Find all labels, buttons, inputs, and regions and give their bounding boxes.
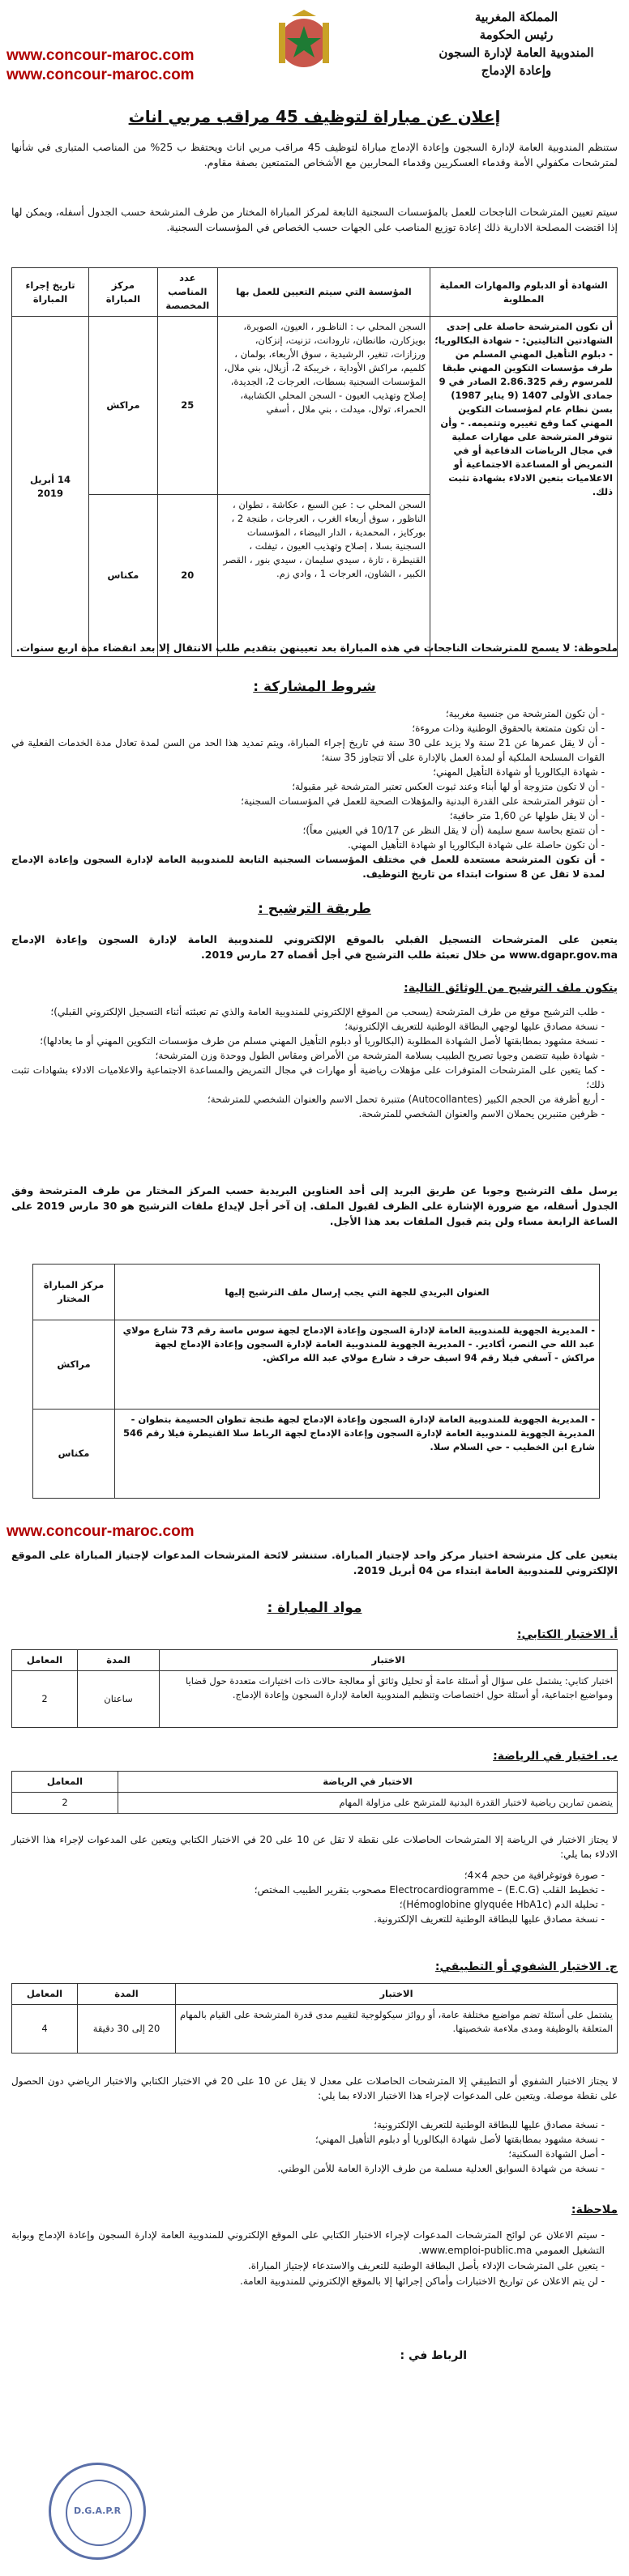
conditions-list: [11, 706, 618, 881]
col-header-test: الاختبار: [160, 1650, 618, 1671]
notes-list: [11, 2228, 618, 2289]
list-item: - أن لا تكون متزوجة أو لها أبناء وعند ثبوت العكس تعتبر المترشحة غير مقبولة؛: [11, 779, 605, 794]
list-item: - أن تكون حاصلة على شهادة البكالوريا او شهادة التأهيل المهني.: [11, 838, 605, 852]
list-item: - تخطيط القلب Electrocardiogramme – (E.C.G) مصحوب بتقرير الطبيب المختص؛: [11, 1883, 605, 1897]
duration-cell: 20 إلى 30 دقيقة: [78, 2005, 176, 2054]
watermark-middle: www.concour-maroc.com: [6, 1523, 195, 1540]
sport-items-list: [11, 1868, 618, 1926]
address-cell: - المديرية الجهوية للمندوبية العامة لإدارة السجون وإعادة الإدماج لجهة سوس ماسة رقم 73 شارع مولاي عبد الله حي النصر، أكادير. - المديرية الجهوية للمندوبية العامة لإدارة السجون وإعادة الإدماج لجهة مراكش - آسفي فيلا رقم 94 اسيف حرف د شارع مولاي عبد الله مراكش.: [115, 1320, 600, 1410]
list-item: - نسخة مصادق عليها للبطاقة الوطنية للتعريف الإلكترونية.: [11, 1912, 605, 1926]
center-choice-note: يتعين على كل مترشحة اختيار مركز واحد لإجتياز المباراة. ستنشر لائحة المترشحات المدعوات لإجتياز المباراة على الموقع الإلكتروني للمندوبية العامة ابتداء من 04 أبريل 2019.: [11, 1549, 618, 1576]
coefficient-cell: 2: [12, 1793, 118, 1814]
address-cell: - المديرية الجهوية للمندوبية العامة لإدارة السجون وإعادة الإدماج لجهة طنجة تطوان الحسيمة بتطوان - المديرية الجهوية للمندوبية العامة لإدارة السجون وإعادة الإدماج لجهة الرباط سلا القنيطرة فيلا رقم 546 شارع ابن الخطيب - حي السلام سلا.: [115, 1410, 600, 1499]
intro-paragraph: ستنظم المندوبية العامة لإدارة السجون وإعادة الإدماج مباراة لتوظيف 45 مراقب مربي اناث ويحتفظ ب 25% من المناصب المتبارى في شأنها لمترشحات مكفولي الأمة وقدماء العسكريين وقدماء المحاربين مع الأشخاص المتمتعين بصفة مقاوم.: [11, 141, 618, 168]
col-header-address: العنوان البريدي للجهة التي يجب إرسال ملف الترشيح إليها: [115, 1265, 600, 1320]
send-note: يرسل ملف الترشيح وجوبا عن طريق البريد إلى أحد العناوين البريدية حسب المركز المختار من طرف المترشحة وفق الجدول أسفله، مع ضرورة الإشارة على الظرف لقبول الملف. إن آخر أجل لإيداع ملفات الترشيح هو 30 مارس 2019 على الساعة الرابعة مساء ولن يتم قبول الملفات بعد هذا الأجل.: [11, 1184, 618, 1227]
exam-date-cell: 14 أبريل 2019: [12, 317, 89, 657]
list-item: - تحليلة الدم (Hémoglobine glyquée HbA1c)؛: [11, 1897, 605, 1912]
institution-cell: السجن المحلي ب : الناظـور ، العيون، الصويرة، بويزكارن، طانطان، تارودانت، تزنيت، إنزكان، ورزازات، تنغير، الرشيدية ، سوق الأربعاء، بولمان ، كلميم، مراكش الأوداية ، خريبكة 2، أزيلال، بني ملال، المؤسسات السجنية بسطات، العرجات 2، الجديدة، إصلاح وتهذيب العيون - السجن المحلي الكشابية، الحمراء، تولال، ميدلت ، بني ملال ، أسفي: [217, 317, 430, 495]
table-row: [33, 1320, 600, 1410]
requirements-cell: أن تكون المترشحة حاصلة على إحدى الشهادتين التاليتين: - شهادة البكالوريا؛ - دبلوم التأهيل المهني المسلم من طرف مؤسسات التكوين المهني طبقا للمرسوم رقم 2.86.325 الصادر في 9 جمادى الأولى 1407 (9 يناير 1987) بسن نظام عام لمؤسسات التكوين المهني كما وقع تغييره وتتميمه. - وأن تتوفر المترشحة على مهارات عملية في مجال الرياضات الدفاعية أو في التمريض أو المساعدة الاجتماعية أو الاعلاميات بتعين الادلاء بشهادة تثبت ذلك.: [430, 317, 618, 657]
candidacy-title: طريقة الترشيح :: [258, 901, 371, 917]
col-header-institutions: المؤسسة التي سيتم التعيين للعمل بها: [217, 268, 430, 317]
center-cell: مكناس: [89, 495, 158, 657]
col-header-duration: المدة: [78, 1650, 160, 1671]
watermark-top-1: www.concour-maroc.com: [6, 47, 195, 64]
col-header-seats: عدد المناصب المخصصة: [157, 268, 217, 317]
center-cell: مراكش: [33, 1320, 115, 1410]
positions-table: [11, 267, 618, 657]
header-line-delegation: المندوبية العامة لإدارة السجون: [439, 45, 594, 60]
duration-cell: ساعتان: [78, 1671, 160, 1728]
official-stamp: [49, 2463, 146, 2560]
intro-paragraph-2: سيتم تعيين المترشحات الناجحات للعمل بالمؤسسات السجنية التابعة لمركز المباراة المختار من طرف المترشحة حسب الجدول أسفله، ويمكن لها إذا اقتضت المصلحة الادارية ذلك إعادة توزيع المناصب على الجهات حسب الخصاص في المؤسسات السجنية.: [11, 206, 618, 233]
institution-cell: السجن المحلي ب : عين السبع ، عكاشة ، تطوان ، الناظور ، سوق أربعاء الغرب ، العرجات ، طنجة 2 ، بوركايز ، المحمدية ، الدار البيضاء ، المؤسسات السجنية بسلا ، إصلاح وتهذيب العيون ، تيفلت ، القنيطرة ، تازة ، سيدي سليمان ، سيدي بنور ، القصر الكبير ، الشاون، العرجات 1 ، وادي زم.: [217, 495, 430, 657]
list-item: - أن لا يقل طولها عن 1,60 متر حافية؛: [11, 808, 605, 823]
list-item: - أن تتوفر المترشحة على القدرة البدنية والمؤهلات الصحية للعمل في المؤسسات السجنية؛: [11, 794, 605, 808]
table-row: [12, 317, 618, 495]
list-item: - نسخة مصادق عليها للبطاقة الوطنية للتعريف الإلكترونية؛: [11, 2118, 605, 2132]
institution-header: [415, 8, 618, 79]
oral-note: لا يجتاز الاختبار الشفوي أو التطبيقي إلا المترشحات الحاصلات على معدل لا يقل عن 10 على 20 في الاختبار الكتابي والاختبار الرياضي دون الحصول على نقطة موصلة. ويتعين على المدعوات لإجراء هذا الاختبار الادلاء بما يلي:: [11, 2075, 618, 2101]
col-header-coefficient: المعامل: [12, 1772, 118, 1793]
sport-test-table: [11, 1771, 618, 1814]
royal-emblem-icon: [267, 6, 340, 79]
header-line-government: رئيس الحكومة: [479, 28, 554, 42]
coefficient-cell: 2: [12, 1671, 78, 1728]
list-item: - كما يتعين على المترشحات المتوفرات على مؤهلات رياضية أو مهارات في مجال التمريض والمساعدة الاجتماعية والاعلاميات الادلاء بشهادات تثبت ذلك؛: [11, 1063, 605, 1092]
written-test-table: [11, 1649, 618, 1728]
table-row: [12, 1793, 618, 1814]
sport-description-cell: يتضمن تمارين رياضية لاختبار القدرة البدنية للمترشح على مزاولة المهام: [118, 1793, 618, 1814]
seats-cell: 25: [157, 317, 217, 495]
written-test-title: أ. الاختبار الكتابي:: [516, 1628, 618, 1641]
col-header-test: الاختبار: [176, 1984, 618, 2005]
list-item: - لن يتم الاعلان عن تواريخ الاختبارات وأماكن إجرائها إلا بالموقع الإلكتروني للمندوبية العامة.: [11, 2274, 605, 2289]
table-row: [12, 1671, 618, 1728]
notes-title: ملاحظة:: [571, 2203, 618, 2216]
list-item: - سيتم الاعلان عن لوائح المترشحات المدعوات لإجراء الاختبار الكتابي على الموقع الإلكتروني للمندوبية العامة لإدارة السجون وإعادة الإدماج وبوابة التشغيل العمومي www.emploi-public.ma.: [11, 2228, 605, 2258]
oral-test-title: ج. الاختبار الشفوي أو التطبيقي:: [434, 1960, 618, 1973]
test-description-cell: اختبار كتابي: يشتمل على سؤال أو أسئلة عامة أو تحليل وثائق أو معالجة حالات ذات اختيارات متعددة حول قضايا ومواضيع اجتماعية، أو أسئلة حول اختصاصات وتنظيم المندوبية العامة لإدارة السجون وإعادة الإدماج.: [160, 1671, 618, 1728]
candidacy-intro: يتعين على المترشحات التسجيل القبلي بالموقع الإلكتروني للمندوبية العامة لإدارة السجون وإعادة الإدماج www.dgapr.gov.ma من خلال تعبئة طلب الترشيح في أجل أقصاه 27 مارس 2019.: [11, 933, 618, 961]
table-row: [33, 1410, 600, 1499]
list-item: - نسخة مصادق عليها لوجهي البطاقة الوطنية للتعريف الإلكترونية؛: [11, 1019, 605, 1034]
watermark-top-2: www.concour-maroc.com: [6, 66, 195, 83]
file-title: يتكون ملف الترشيح من الوثائق التالية:: [404, 982, 618, 995]
list-item: - نسخة مشهود بمطابقتها لأصل الشهادة المطلوبة (البكالوريا أو دبلوم التأهيل المهني مسلم من طرف مؤسسات التكوين المهني أو ما يعادلها)؛: [11, 1034, 605, 1048]
stamp-text: D.G.A.P.R: [73, 2506, 122, 2516]
list-item: - نسخة من شهادة السوابق العدلية مسلمة من طرف الإدارة العامة للأمن الوطني.: [11, 2161, 605, 2176]
transfer-note: ملحوظة: لا يسمح للمترشحات الناجحات في هذه المباراة بعد تعيينهن بتقديم طلب الانتقال إلا بعد انقضاء مدة اربع سنوات.: [15, 642, 618, 654]
col-header-center: مركز المباراة المختار: [33, 1265, 115, 1320]
col-header-sport: الاختبار في الرياضة: [118, 1772, 618, 1793]
header-line-kingdom: المملكة المغربية: [474, 10, 558, 24]
place-date: الرباط في :: [400, 2349, 467, 2362]
center-cell: مكناس: [33, 1410, 115, 1499]
file-items-list: [11, 1004, 618, 1121]
page-title: إعلان عن مباراة لتوظيف 45 مراقب مربي اناث: [128, 107, 501, 126]
oral-description-cell: يشتمل على أسئلة تضم مواضيع مختلفة عامة، أو روائز سيكولوجية لتقييم مدى قدرة المترشحة على القيام بالمهام المتعلقة بالوظيفة ومدى ملاءمة شخصيتها.: [176, 2005, 618, 2054]
header-line-reinsertion: وإعادة الإدماج: [481, 63, 552, 78]
address-table: [32, 1264, 600, 1499]
seats-cell: 20: [157, 495, 217, 657]
sport-test-title: ب. اختبار في الرياضة:: [493, 1750, 618, 1763]
subjects-title: مواد المباراة :: [267, 1600, 362, 1616]
col-header-requirements: الشهادة أو الدبلوم والمهارات العملية المطلوبة: [430, 268, 618, 317]
col-header-date: تاريخ إجراء المباراة: [12, 268, 89, 317]
list-item: - أصل الشهادة السكنية؛: [11, 2147, 605, 2161]
center-cell: مراكش: [89, 317, 158, 495]
list-item: - شهادة طبية تتضمن وجوبا تصريح الطبيب بسلامة المترشحة من الأمراض ومقاس الطول ووحدة وزن المترشحة؛: [11, 1048, 605, 1063]
sport-note: لا يجتاز الاختبار في الرياضة إلا المترشحات الحاصلات على نقطة لا تقل عن 10 على 20 في الاختبار الكتابي ويتعين على المدعوات لإجراء هذا الاختبار الادلاء بما يلي:: [11, 1834, 618, 1860]
list-item: - يتعين على المترشحات الإدلاء بأصل البطاقة الوطنية للتعريف والاستدعاء لإجتياز المباراة.: [11, 2258, 605, 2274]
oral-items-list: [11, 2118, 618, 2176]
list-item: - أن تكون المترشحة مستعدة للعمل في مختلف المؤسسات السجنية التابعة للمندوبية العامة لإدارة السجون وإعادة الإدماج لمدة لا تقل عن 8 سنوات ابتداء من تاريخ التوظيف.: [11, 852, 605, 881]
col-header-duration: المدة: [78, 1984, 176, 2005]
list-item: - أن تتمتع بحاسة سمع سليمة (أن لا يقل النظر عن 10/17 في العينين معاً)؛: [11, 823, 605, 838]
list-item: - أن تكون متمتعة بالحقوق الوطنية وذات مروءة؛: [11, 721, 605, 736]
list-item: - طلب الترشيح موقع من طرف المترشحة (يسحب من الموقع الإلكتروني للمندوبية العامة والذي تم تعبئته أثناء التسجيل الإلكتروني القبلي)؛: [11, 1004, 605, 1019]
col-header-center: مركز المباراة: [89, 268, 158, 317]
list-item: - أربع أظرفة من الحجم الكبير (Autocollantes) متنبرة تحمل الاسم والعنوان الشخصي للمترشحة؛: [11, 1092, 605, 1107]
col-header-coefficient: المعامل: [12, 1650, 78, 1671]
table-row: [12, 2005, 618, 2054]
list-item: - شهادة البكالوريا أو شهادة التأهيل المهني؛: [11, 765, 605, 779]
list-item: - نسخة مشهود بمطابقتها لأصل شهادة البكالوريا أو دبلوم التأهيل المهني؛: [11, 2132, 605, 2147]
list-item: - صورة فوتوغرافية من حجم 4×4؛: [11, 1868, 605, 1883]
list-item: - ظرفين متنبرين يحملان الاسم والعنوان الشخصي للمترشحة.: [11, 1107, 605, 1121]
list-item: - أن تكون المترشحة من جنسية مغربية؛: [11, 706, 605, 721]
list-item: - أن لا يقل عمرها عن 21 سنة ولا يزيد على 30 سنة في تاريخ إجراء المباراة، ويتم تمديد هذا الحد من السن لمدة تعادل مدة الخدمات الفعلية في القوات المسلحة الملكية أو لمدة العمل بالإدارة على ألا تتجاوز 35 سنة؛: [11, 736, 605, 765]
conditions-title: شروط المشاركة :: [253, 679, 376, 695]
coefficient-cell: 4: [12, 2005, 78, 2054]
oral-test-table: [11, 1983, 618, 2054]
col-header-coefficient: المعامل: [12, 1984, 78, 2005]
